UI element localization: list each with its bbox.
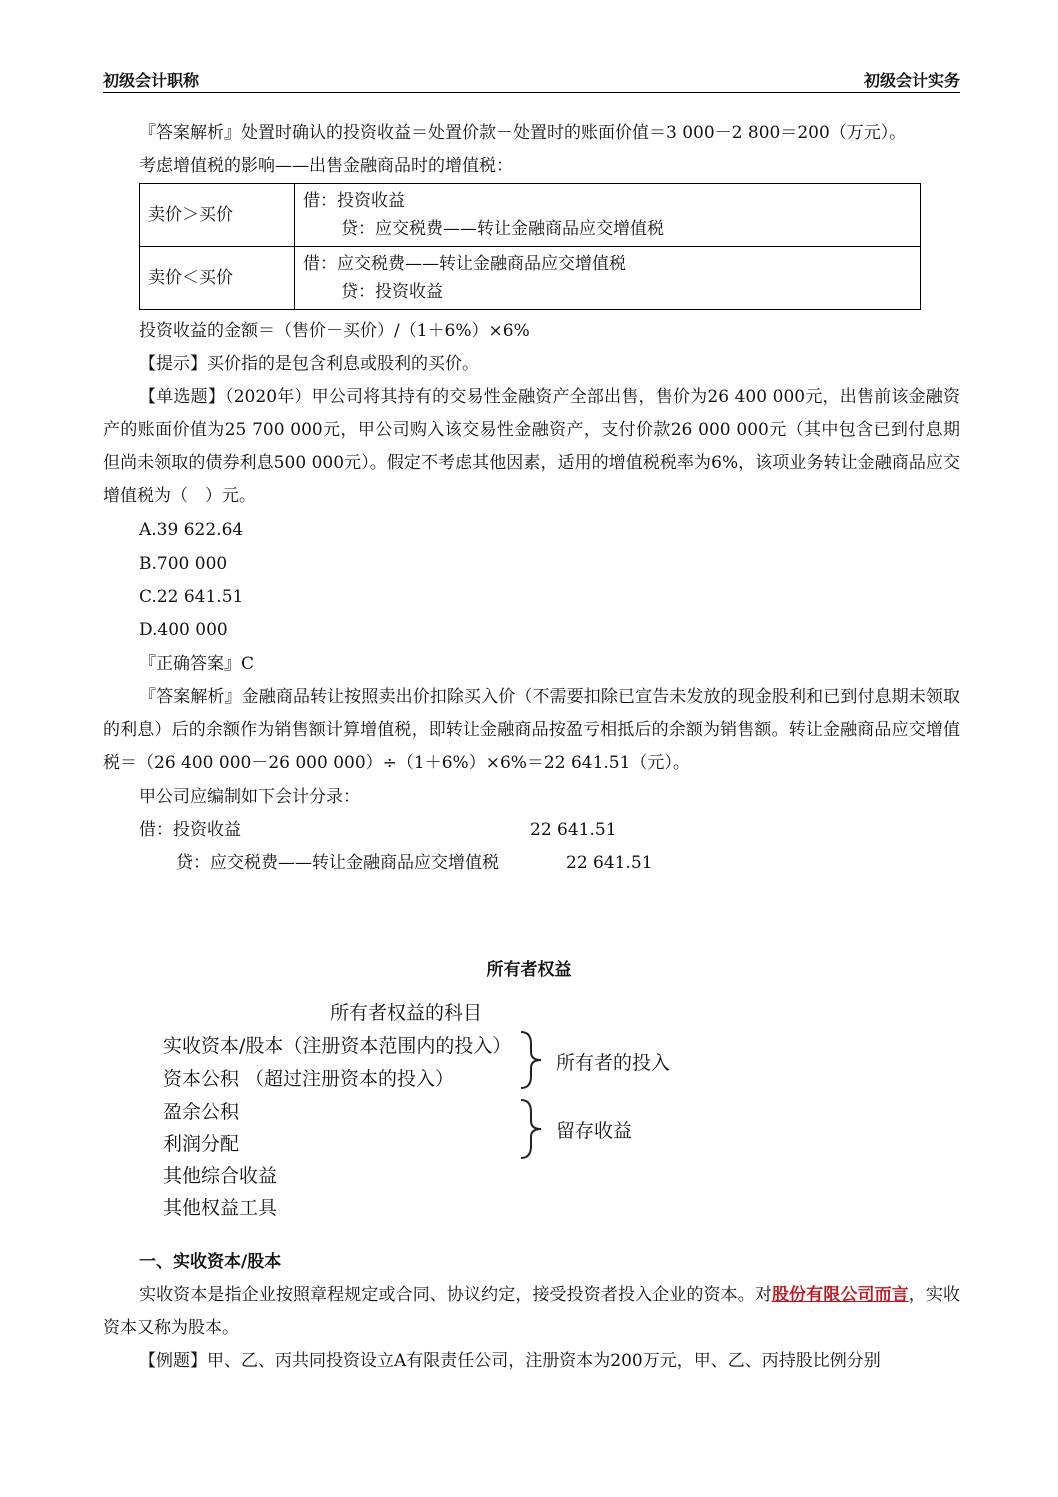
- option-d: D.400 000: [139, 620, 228, 640]
- page-header: [103, 66, 960, 93]
- entry-cell: [295, 184, 921, 247]
- formula-line: 投资收益的金额＝（售价－买价）/（1＋6%）×6%: [139, 321, 530, 341]
- option-a: A.39 622.64: [139, 520, 244, 540]
- paragraph-text: ，实收资本又称为股本。: [103, 1285, 961, 1338]
- condition-cell: 卖价＞买价: [140, 184, 295, 247]
- section-title: 所有者权益: [486, 960, 572, 980]
- section-paragraph: [103, 1279, 960, 1345]
- correct-answer: 『正确答案』C: [139, 654, 255, 674]
- diagram-item: 其他权益工具: [163, 1197, 278, 1219]
- header-left: 初级会计职称: [103, 71, 200, 90]
- paragraph-text: 实收资本是指企业按照章程规定或合同、协议约定，接受投资者投入企业的资本。对: [139, 1285, 772, 1305]
- entry-intro: 甲公司应编制如下会计分录：: [139, 787, 360, 807]
- header-right: 初级会计实务: [863, 71, 960, 90]
- option-b: B.700 000: [139, 554, 228, 574]
- diagram-title: 所有者权益的科目: [330, 1002, 483, 1024]
- brace-icon: [515, 1030, 555, 1090]
- tip-line: 【提示】买价指的是包含利息或股利的买价。: [139, 354, 479, 374]
- vat-intro: 考虑增值税的影响——出售金融商品时的增值税：: [139, 156, 513, 176]
- diagram-item: 实收资本/股本（注册资本范围内的投入）: [163, 1035, 512, 1057]
- diagram-item: 其他综合收益: [163, 1165, 278, 1187]
- highlight-term: 股份有限公司而言: [771, 1285, 909, 1305]
- answer-analysis: 『答案解析』金融商品转让按照卖出价扣除买入价（不需要扣除已宣告未发放的现金股利和已到付息期未领取的利息）后的余额作为销售额计算增值税，即转让金融商品按盈亏相抵后的余额为销售额。转让金融商品应交增值税＝（26 400 000－26 000 000）÷（1＋6%）×6%＝22 641.51（元）。: [103, 687, 960, 773]
- debit-line: 借：投资收益: [303, 191, 405, 211]
- vat-entry-table: [139, 183, 921, 310]
- diagram-item: 盈余公积: [163, 1101, 240, 1123]
- table-row: [140, 247, 921, 310]
- table-row: [140, 184, 921, 247]
- group-retained-earnings: 留存收益: [556, 1120, 633, 1142]
- entry-debit-label: 借：投资收益: [139, 820, 241, 840]
- credit-line: 贷：应交税费——转让金融商品应交增值税: [341, 219, 664, 239]
- brace-icon: [515, 1098, 555, 1160]
- credit-line: 贷：投资收益: [341, 282, 443, 302]
- question-text: 【单选题】（2020年）甲公司将其持有的交易性金融资产全部出售，售价为26 400 000元，出售前该金融资产的账面价值为25 700 000元，甲公司购入该交易性金融资产，支付价款26 000 000元（其中包含已到付息期但尚未领取的债券利息500 000元）。假定不考虑其他因素，适用的增值税税率为6%，该项业务转让金融商品应交增值税为（ ）元。: [103, 387, 960, 506]
- example-line: 【例题】甲、乙、丙共同投资设立A有限责任公司，注册资本为200万元，甲、乙、丙持股比例分别: [139, 1351, 881, 1371]
- entry-debit-amount: 22 641.51: [530, 820, 617, 840]
- diagram-item: 资本公积 （超过注册资本的投入）: [163, 1068, 455, 1090]
- entry-cell: [295, 247, 921, 310]
- entry-credit-label: 贷：应交税费——转让金融商品应交增值税: [176, 853, 499, 873]
- analysis-line: 『答案解析』处置时确认的投资收益＝处置价款－处置时的账面价值＝3 000－2 800＝200（万元）。: [139, 123, 907, 143]
- section-heading: 一、实收资本/股本: [139, 1252, 282, 1272]
- debit-line: 借：应交税费——转让金融商品应交增值税: [303, 254, 626, 274]
- group-owner-investment: 所有者的投入: [556, 1052, 671, 1074]
- diagram-item: 利润分配: [163, 1133, 240, 1155]
- option-c: C.22 641.51: [139, 587, 244, 607]
- entry-credit-amount: 22 641.51: [566, 853, 653, 873]
- condition-cell: 卖价＜买价: [140, 247, 295, 310]
